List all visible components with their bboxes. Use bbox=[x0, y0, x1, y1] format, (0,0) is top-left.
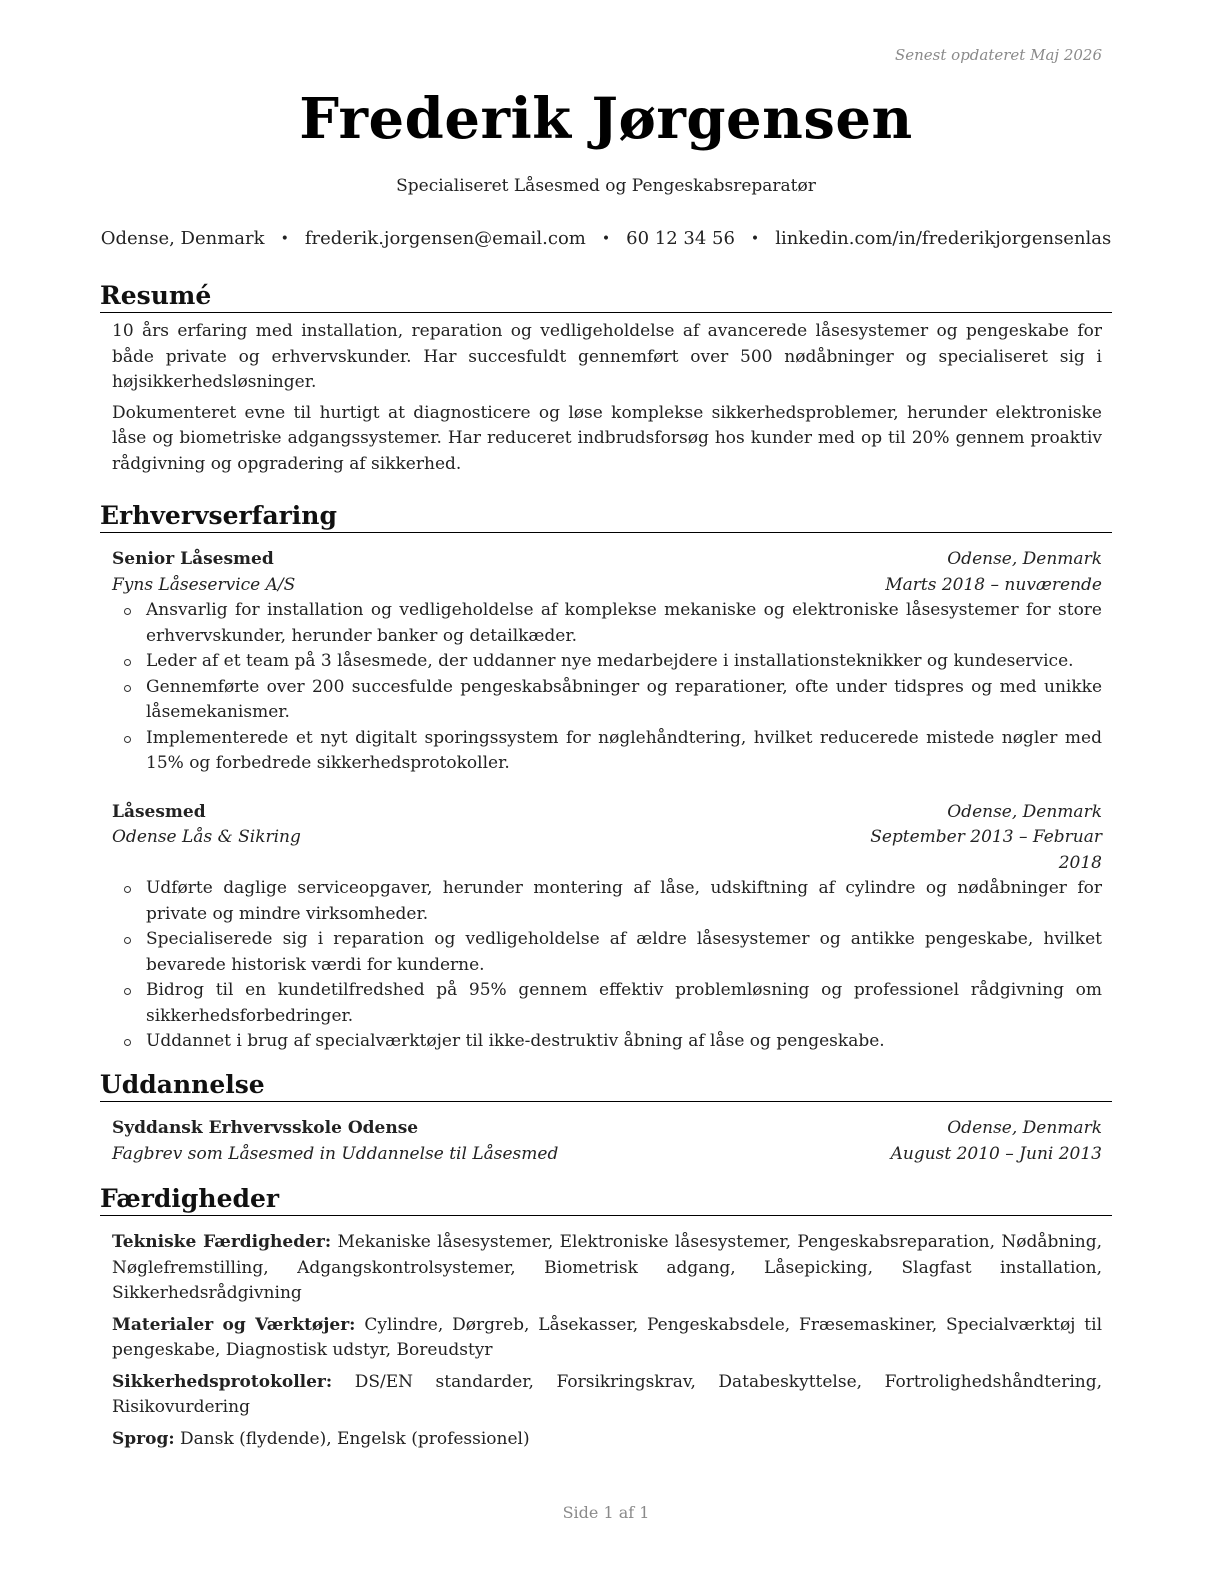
skill-group bbox=[112, 1313, 1102, 1364]
job-role: Senior Låsesmed bbox=[112, 549, 274, 569]
list-item: Bidrog til en kundetilfredshed på 95% gennem effektiv problemløsning og professionel rådgivning om sikkerhedsforbedringer. bbox=[146, 978, 1102, 1029]
skill-text: Dansk (flydende), Engelsk (professionel) bbox=[180, 1428, 530, 1449]
list-item: Uddannet i brug af specialværktøjer til ikke-destruktiv åbning af låse og pengeskabe. bbox=[146, 1029, 1102, 1055]
list-item: Gennemførte over 200 succesfulde pengeskabsåbninger og reparationer, ofte under tidspres og med unikke låsemekanismer. bbox=[146, 675, 1102, 726]
education-section bbox=[100, 1069, 1112, 1167]
skill-text: Cylindre, Dørgreb, Låsekasser, Pengeskabsdele, Fræsemaskiner, Specialværktøj til pengeskabe, Diagnostisk udstyr, Boreudstyr bbox=[112, 1314, 1103, 1360]
school-location: Odense, Denmark bbox=[947, 1118, 1102, 1138]
skills-list bbox=[112, 1230, 1102, 1452]
education-entry bbox=[112, 1116, 1102, 1167]
separator-dot: • bbox=[601, 231, 611, 247]
summary-section bbox=[100, 280, 1112, 477]
summary-paragraph: 10 års erfaring med installation, reparation og vedligeholdelse af avancerede låsesystemer og pengeskabe for både private og erhvervskunder. Har succesfuldt gennemført over 500 nødåbninger og specialiseret sig i højsikkerhedsløsninger. bbox=[112, 321, 1102, 392]
skill-label: Sikkerhedsprotokoller: bbox=[112, 1371, 333, 1392]
job-company: Fyns Låseservice A/S bbox=[112, 574, 296, 595]
list-item: Implementerede et nyt digitalt sporingssystem for nøglehåndtering, hvilket reducerede mistede nøgler med 15% og forbedrede sikkerhedsprotokoller. bbox=[146, 726, 1102, 777]
job-location: Odense, Denmark bbox=[947, 549, 1102, 569]
skill-label: Sprog: bbox=[112, 1428, 175, 1449]
resume-page bbox=[100, 0, 1112, 1584]
skill-text: Mekaniske låsesystemer, Elektroniske låsesystemer, Pengeskabsreparation, Nødåbning, Nøglefremstilling, Adgangskontrolsystemer, Biometrisk adgang, Låsepicking, Slagfast installation, Sikkerhedsrådgivning bbox=[112, 1232, 1102, 1303]
contact-location: Odense, Denmark bbox=[100, 228, 265, 249]
section-title-summary: Resumé bbox=[100, 280, 1112, 313]
education-dates: August 2010 – Juni 2013 bbox=[890, 1143, 1102, 1164]
page-number: Side 1 af 1 bbox=[562, 1503, 650, 1522]
list-item: Leder af et team på 3 låsesmede, der uddanner nye medarbejdere i installationsteknikker og kundeservice. bbox=[146, 649, 1102, 675]
school-name: Syddansk Erhvervsskole Odense bbox=[112, 1118, 419, 1138]
skills-section bbox=[100, 1183, 1112, 1452]
contact-line bbox=[100, 228, 1112, 249]
job-dates-line: 2018 bbox=[1058, 852, 1102, 873]
experience-section bbox=[100, 500, 1112, 1055]
job-role: Låsesmed bbox=[112, 801, 206, 822]
job-entry bbox=[112, 800, 1102, 1055]
section-title-education: Uddannelse bbox=[100, 1069, 1112, 1102]
skill-group bbox=[112, 1427, 1102, 1453]
contact-linkedin[interactable]: linkedin.com/in/frederikjorgensenlas bbox=[775, 228, 1112, 249]
contact-phone[interactable]: 60 12 34 56 bbox=[626, 228, 735, 249]
job-location: Odense, Denmark bbox=[947, 801, 1102, 822]
skill-label: Materialer og Værktøjer: bbox=[112, 1314, 356, 1335]
skill-group bbox=[112, 1370, 1102, 1421]
last-updated: Senest opdateret Maj 2026 bbox=[894, 46, 1102, 64]
job-dates bbox=[870, 825, 1102, 876]
contact-email[interactable]: frederik.jorgensen@email.com bbox=[304, 228, 586, 249]
section-title-experience: Erhvervserfaring bbox=[100, 500, 1112, 533]
list-item: Specialiserede sig i reparation og vedligeholdelse af ældre låsesystemer og antikke pengeskabe, hvilket bevarede historisk værdi for kunderne. bbox=[146, 927, 1102, 978]
skill-group bbox=[112, 1230, 1102, 1307]
job-company: Odense Lås & Sikring bbox=[112, 827, 301, 847]
job-entry bbox=[112, 547, 1102, 777]
candidate-name: Frederik Jørgensen bbox=[299, 86, 913, 152]
skill-label: Tekniske Færdigheder: bbox=[112, 1232, 332, 1252]
job-bullets bbox=[112, 598, 1102, 777]
job-title: Specialiseret Låsesmed og Pengeskabsreparatør bbox=[396, 176, 816, 196]
degree: Fagbrev som Låsesmed in Uddannelse til Låsesmed bbox=[112, 1143, 559, 1164]
list-item: Ansvarlig for installation og vedligeholdelse af komplekse mekaniske og elektroniske låsesystemer for store erhvervskunder, herunder banker og detailkæder. bbox=[146, 598, 1102, 649]
job-dates-line: September 2013 – Februar bbox=[870, 827, 1102, 847]
job-bullets bbox=[112, 876, 1102, 1055]
summary-paragraph: Dokumenteret evne til hurtigt at diagnosticere og løse komplekse sikkerhedsproblemer, herunder elektroniske låse og biometriske adgangssystemer. Har reduceret indbrudsforsøg hos kunder med op til 20% gennem proaktiv rådgivning og opgradering af sikkerhed. bbox=[112, 402, 1102, 474]
job-dates: Marts 2018 – nuværende bbox=[885, 574, 1102, 595]
separator-dot: • bbox=[750, 231, 760, 247]
list-item: Udførte daglige serviceopgaver, herunder montering af låse, udskiftning af cylindre og nødåbninger for private og mindre virksomheder. bbox=[146, 876, 1102, 927]
skill-text: DS/EN standarder, Forsikringskrav, Databeskyttelse, Fortrolighedshåndtering, Risikovurdering bbox=[112, 1371, 1102, 1417]
separator-dot: • bbox=[280, 231, 289, 247]
section-title-skills: Færdigheder bbox=[100, 1183, 1112, 1216]
